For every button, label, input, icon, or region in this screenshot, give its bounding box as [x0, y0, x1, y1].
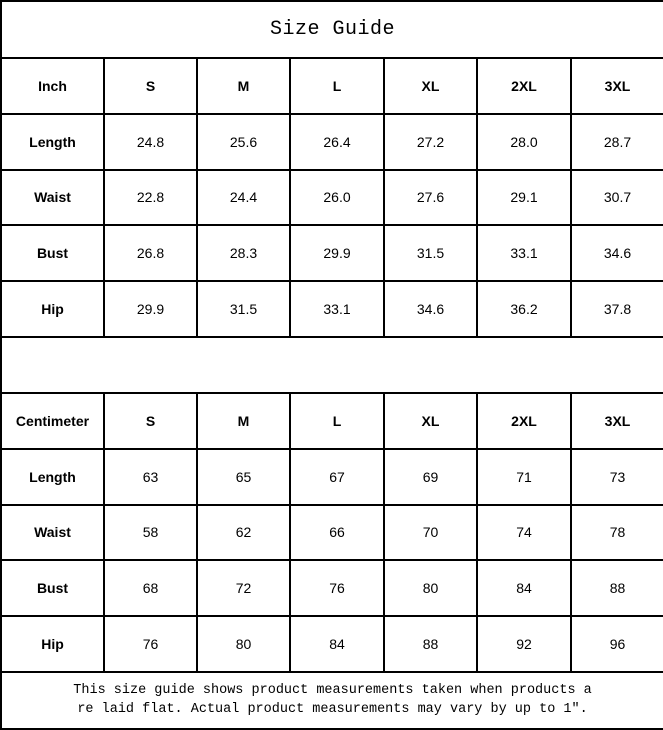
measurement-value: 33.1 — [477, 225, 571, 281]
measurement-value: 34.6 — [384, 281, 477, 337]
measurement-value: 65 — [197, 449, 290, 505]
footer-note-line1: This size guide shows product measurements taken when products a — [73, 682, 592, 698]
inch-unit-header: Inch — [1, 58, 104, 114]
cm-bust-row — [1, 560, 663, 616]
measurement-value: 74 — [477, 505, 571, 561]
measurement-value: 88 — [384, 616, 477, 672]
size-header-m: M — [197, 58, 290, 114]
measurement-value: 26.8 — [104, 225, 197, 281]
measurement-value: 36.2 — [477, 281, 571, 337]
measurement-value: 96 — [571, 616, 663, 672]
measurement-value: 27.6 — [384, 170, 477, 226]
size-header-2xl: 2XL — [477, 393, 571, 449]
measurement-value: 80 — [197, 616, 290, 672]
cm-length-row — [1, 449, 663, 505]
measurement-value: 34.6 — [571, 225, 663, 281]
measurement-value: 28.7 — [571, 114, 663, 170]
measurement-value: 63 — [104, 449, 197, 505]
row-label: Length — [1, 449, 104, 505]
size-header-l: L — [290, 58, 384, 114]
measurement-value: 69 — [384, 449, 477, 505]
inch-bust-row — [1, 225, 663, 281]
measurement-value: 29.1 — [477, 170, 571, 226]
measurement-value: 37.8 — [571, 281, 663, 337]
measurement-value: 28.3 — [197, 225, 290, 281]
measurement-value: 84 — [477, 560, 571, 616]
measurement-value: 76 — [104, 616, 197, 672]
inch-length-row — [1, 114, 663, 170]
spacer-row — [1, 337, 663, 393]
size-header-3xl: 3XL — [571, 393, 663, 449]
measurement-value: 66 — [290, 505, 384, 561]
size-header-xl: XL — [384, 58, 477, 114]
measurement-value: 68 — [104, 560, 197, 616]
measurement-value: 25.6 — [197, 114, 290, 170]
measurement-value: 72 — [197, 560, 290, 616]
measurement-value: 22.8 — [104, 170, 197, 226]
measurement-value: 58 — [104, 505, 197, 561]
measurement-value: 78 — [571, 505, 663, 561]
centimeter-unit-header: Centimeter — [1, 393, 104, 449]
row-label: Waist — [1, 505, 104, 561]
size-header-l: L — [290, 393, 384, 449]
size-header-2xl: 2XL — [477, 58, 571, 114]
measurement-value: 33.1 — [290, 281, 384, 337]
measurement-value: 88 — [571, 560, 663, 616]
measurement-value: 62 — [197, 505, 290, 561]
size-guide-title: Size Guide — [1, 1, 663, 58]
footer-note — [1, 672, 663, 729]
measurement-value: 24.4 — [197, 170, 290, 226]
measurement-value: 30.7 — [571, 170, 663, 226]
row-label: Hip — [1, 616, 104, 672]
size-header-3xl: 3XL — [571, 58, 663, 114]
measurement-value: 76 — [290, 560, 384, 616]
row-label: Hip — [1, 281, 104, 337]
measurement-value: 73 — [571, 449, 663, 505]
measurement-value: 29.9 — [290, 225, 384, 281]
inch-waist-row — [1, 170, 663, 226]
measurement-value: 26.4 — [290, 114, 384, 170]
inch-hip-row — [1, 281, 663, 337]
measurement-value: 67 — [290, 449, 384, 505]
centimeter-header-row — [1, 393, 663, 449]
measurement-value: 31.5 — [197, 281, 290, 337]
measurement-value: 29.9 — [104, 281, 197, 337]
measurement-value: 26.0 — [290, 170, 384, 226]
measurement-value: 31.5 — [384, 225, 477, 281]
row-label: Bust — [1, 560, 104, 616]
row-label: Waist — [1, 170, 104, 226]
measurement-value: 70 — [384, 505, 477, 561]
measurement-value: 24.8 — [104, 114, 197, 170]
inch-header-row — [1, 58, 663, 114]
measurement-value: 80 — [384, 560, 477, 616]
row-label: Bust — [1, 225, 104, 281]
footer-note-line2: re laid flat. Actual product measurements may vary by up to 1″. — [77, 702, 588, 718]
measurement-value: 28.0 — [477, 114, 571, 170]
size-header-s: S — [104, 393, 197, 449]
measurement-value: 84 — [290, 616, 384, 672]
size-header-s: S — [104, 58, 197, 114]
size-header-m: M — [197, 393, 290, 449]
size-header-xl: XL — [384, 393, 477, 449]
measurement-value: 27.2 — [384, 114, 477, 170]
row-label: Length — [1, 114, 104, 170]
cm-hip-row — [1, 616, 663, 672]
measurement-value: 71 — [477, 449, 571, 505]
measurement-value: 92 — [477, 616, 571, 672]
cm-waist-row — [1, 505, 663, 561]
